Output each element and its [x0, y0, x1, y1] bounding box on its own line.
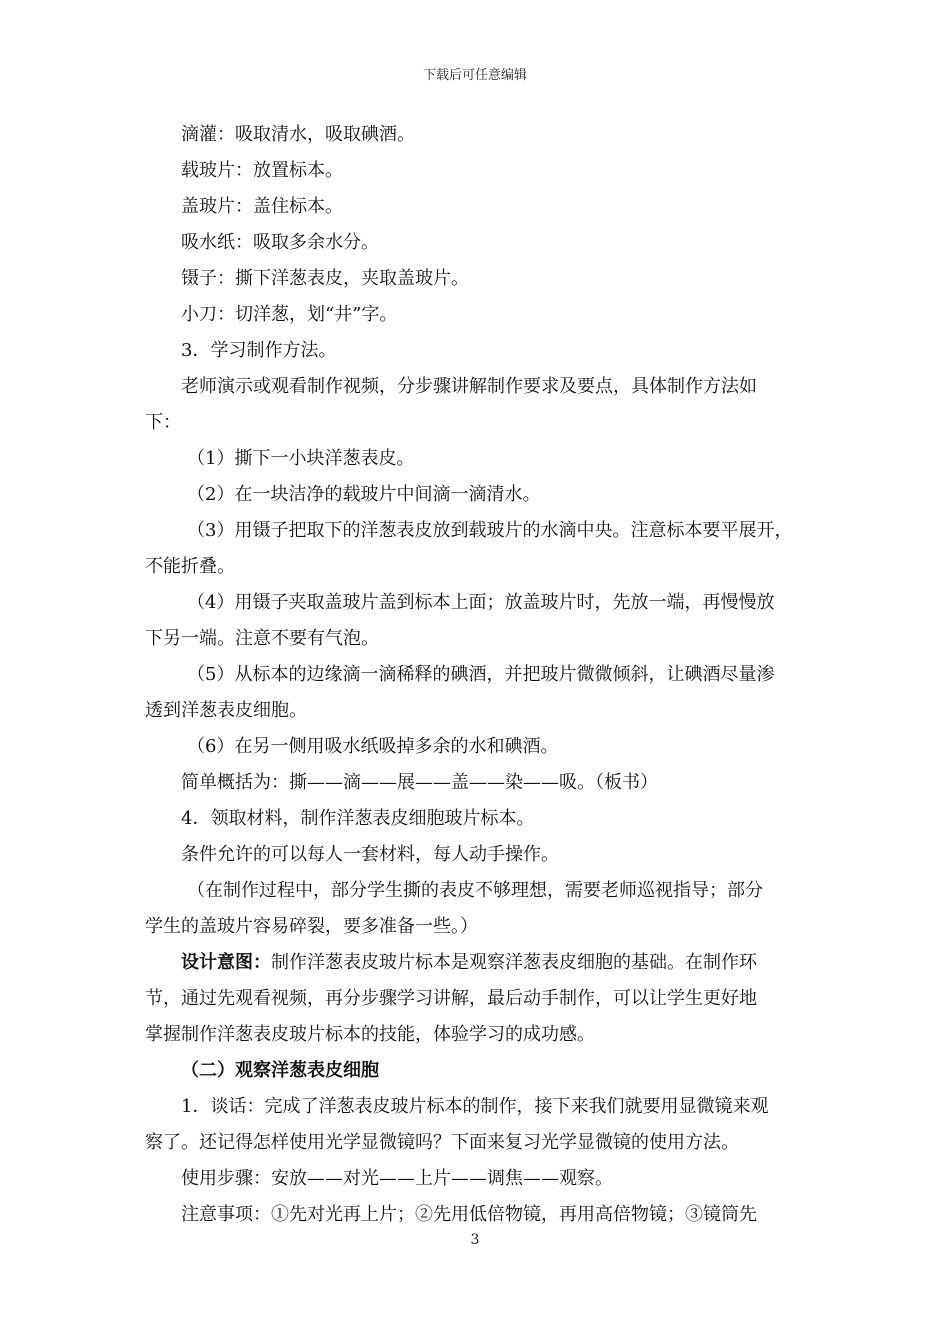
- text-line: 学生的盖玻片容易碎裂，要多准备一些。）: [145, 916, 478, 937]
- text-line: 镊子：撕下洋葱表皮，夹取盖玻片。: [181, 268, 469, 289]
- page-number: 3: [470, 1232, 480, 1248]
- text-line: 条件允许的可以每人一套材料，每人动手操作。: [181, 844, 559, 865]
- text-line: 简单概括为：撕——滴——展——盖——染——吸。（板书）: [181, 772, 658, 793]
- design-intent-text: 制作洋葱表皮玻片标本是观察洋葱表皮细胞的基础。在制作环: [271, 952, 757, 973]
- text-line: （1）撕下一小块洋葱表皮。: [187, 448, 415, 469]
- text-line: 下：: [145, 412, 181, 433]
- text-line: 察了。还记得怎样使用光学显微镜吗？下面来复习光学显微镜的使用方法。: [145, 1132, 739, 1153]
- design-intent-line: [145, 945, 810, 981]
- document-body: [145, 117, 810, 1233]
- design-intent-label: 设计意图：: [181, 952, 271, 973]
- text-line: 使用步骤：安放——对光——上片——调焦——观察。: [181, 1168, 613, 1189]
- text-line: 3．学习制作方法。: [181, 340, 337, 361]
- text-line: 老师演示或观看制作视频，分步骤讲解制作要求及要点，具体制作方法如: [181, 376, 757, 397]
- text-line: 滴灌：吸取清水，吸取碘酒。: [181, 124, 415, 145]
- text-line: （5）从标本的边缘滴一滴稀释的碘酒，并把玻片微微倾斜，让碘酒尽量渗: [187, 664, 775, 685]
- text-line: （3）用镊子把取下的洋葱表皮放到载玻片的水滴中央。注意标本要平展开，: [187, 520, 793, 541]
- text-line: （4）用镊子夹取盖玻片盖到标本上面；放盖玻片时，先放一端，再慢慢放: [187, 592, 775, 613]
- text-line: 4．领取材料，制作洋葱表皮细胞玻片标本。: [181, 808, 535, 829]
- page-header: 下载后可任意编辑: [422, 68, 527, 83]
- text-line: 掌握制作洋葱表皮玻片标本的技能，体验学习的成功感。: [145, 1024, 595, 1045]
- text-line: （6）在另一侧用吸水纸吸掉多余的水和碘酒。: [187, 736, 559, 757]
- text-line: 节，通过先观看视频，再分步骤学习讲解，最后动手制作，可以让学生更好地: [145, 988, 757, 1009]
- text-line: 盖玻片：盖住标本。: [181, 196, 343, 217]
- text-line: 小刀：切洋葱，划“井”字。: [181, 304, 398, 325]
- text-line: 透到洋葱表皮细胞。: [145, 700, 307, 721]
- section-heading: （二）观察洋葱表皮细胞: [181, 1060, 379, 1081]
- text-line: 注意事项：①先对光再上片；②先用低倍物镜，再用高倍物镜；③镜筒先: [181, 1204, 757, 1225]
- text-line: 吸水纸：吸取多余水分。: [181, 232, 379, 253]
- text-line: 下另一端。注意不要有气泡。: [145, 628, 379, 649]
- text-line: 1．谈话：完成了洋葱表皮玻片标本的制作，接下来我们就要用显微镜来观: [181, 1096, 769, 1117]
- text-line: （2）在一块洁净的载玻片中间滴一滴清水。: [187, 484, 541, 505]
- text-line: （在制作过程中，部分学生撕的表皮不够理想，需要老师巡视指导；部分: [187, 880, 763, 901]
- text-line: 不能折叠。: [145, 556, 235, 577]
- text-line: 载玻片：放置标本。: [181, 160, 343, 181]
